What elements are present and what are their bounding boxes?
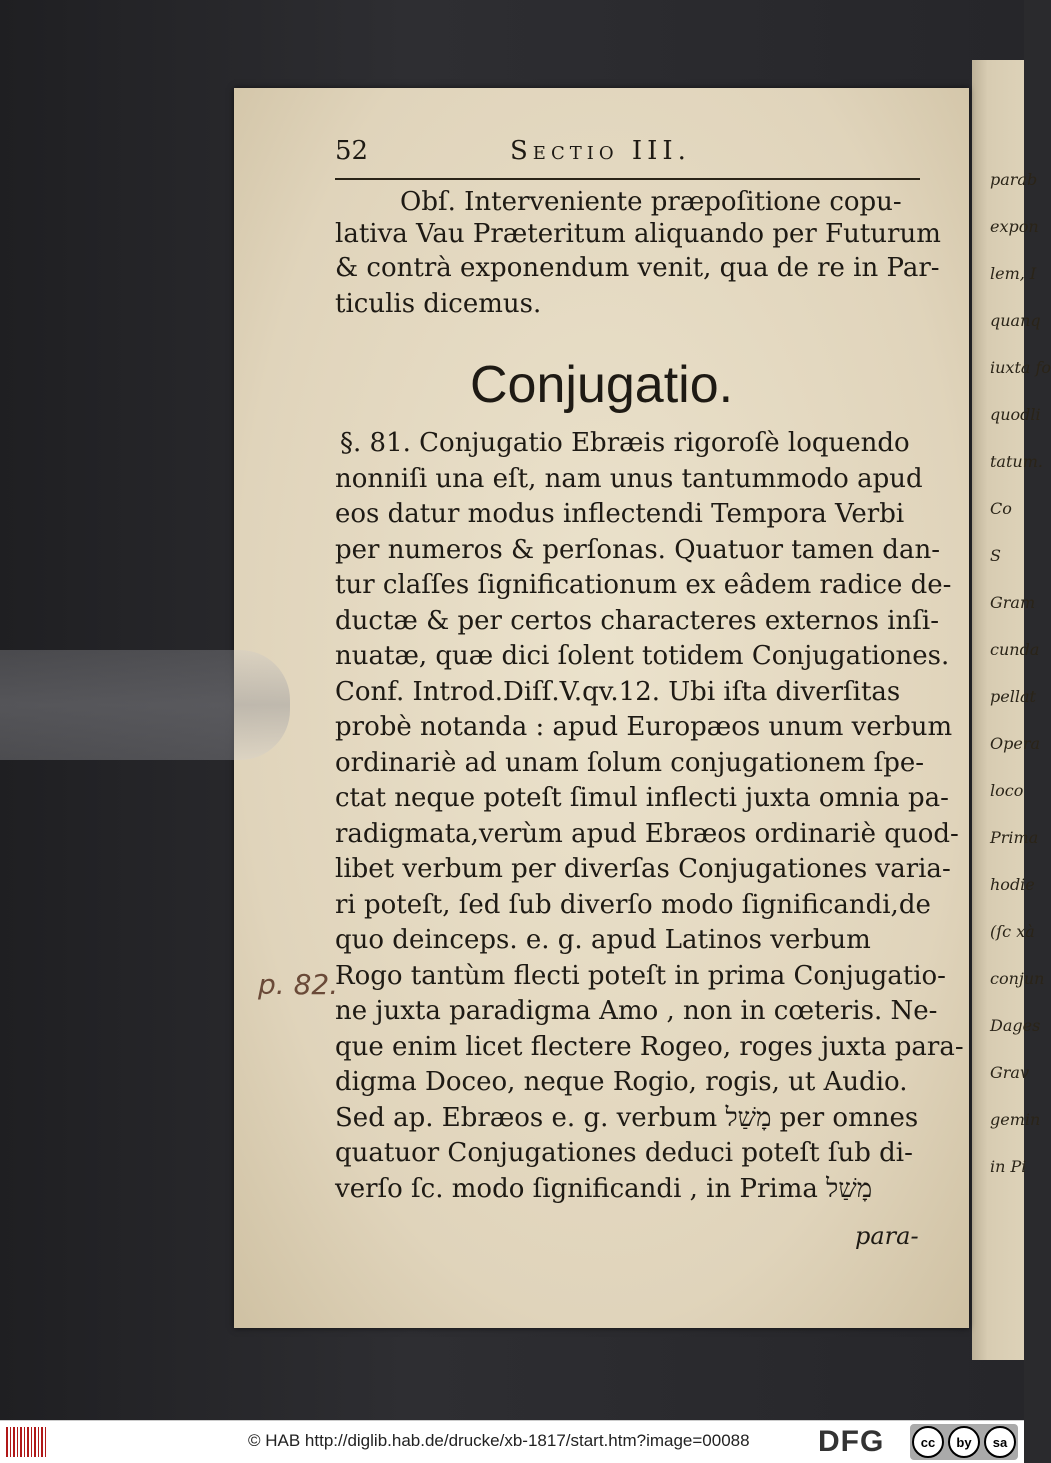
facing-page-fragment: conjun — [990, 969, 1045, 988]
facing-page-fragment: quodli — [990, 405, 1041, 424]
catchword: para- — [855, 1222, 919, 1250]
obs-line: ticulis dicemus. — [335, 289, 542, 319]
body-line: quo deinceps. e. g. apud Latinos verbum — [335, 925, 871, 955]
facing-page-fragment: Co — [990, 499, 1012, 518]
body-line: per numeros & perſonas. Quatuor tamen dan- — [335, 534, 940, 565]
facing-page-edge — [972, 60, 1051, 1360]
facing-page-fragment: Gram — [990, 593, 1036, 612]
sa-icon: sa — [984, 1426, 1016, 1458]
dfg-logo: DFG — [818, 1425, 885, 1458]
body-line: Sed ap. Ebræos e. g. verbum מָשַׁל per omnes — [335, 1102, 919, 1133]
body-line: §. 81. Conjugatio Ebræis rigoroſè loquendo — [340, 428, 910, 458]
facing-page-fragment: quanq — [990, 311, 1041, 330]
body-line: tur claſſes ſignificationum ex eâdem radice de- — [335, 570, 952, 600]
obs-line: & contrà exponendum venit, qua de re in Par- — [335, 253, 940, 283]
cc-icon: cc — [912, 1426, 944, 1458]
body-line: libet verbum per diverſas Conjugationes varia- — [335, 854, 951, 884]
facing-page-fragment: tatum. — [990, 452, 1043, 471]
body-line: que enim licet flectere Rogeo, roges juxta para- — [335, 1031, 964, 1062]
margin-annotation: p. 82. — [258, 968, 339, 1001]
facing-page-fragment: iuxta fo — [990, 358, 1051, 377]
body-line: Rogo tantùm flecti poteſt in prima Conjugatio- — [335, 960, 946, 991]
body-line: nonniſi una eſt, nam unus tantummodo apud — [335, 463, 923, 494]
body-line: ne juxta paradigma Amo , non in cœteris. Ne- — [335, 996, 938, 1026]
body-line: ctat neque poteſt ſimul inflecti juxta omnia pa- — [335, 783, 949, 813]
facing-page-fragment: parab — [990, 170, 1038, 189]
facing-page-fragment: gemin — [990, 1110, 1041, 1129]
body-line: eos datur modus inflectendi Tempora Verbi — [335, 499, 905, 529]
credit-link[interactable]: © HAB http://diglib.hab.de/drucke/xb-1817/start.htm?image=00088 — [248, 1431, 750, 1450]
facing-page-fragment: loco — [990, 781, 1024, 800]
facing-page-fragment: cunda — [990, 640, 1040, 659]
body-line: ductæ & per certos characteres externos inſi- — [335, 605, 939, 636]
body-line: digma Doceo, neque Rogio, rogis, ut Audio. — [335, 1067, 908, 1097]
obs-line: Obſ. Interveniente præpoſitione copu- — [400, 187, 902, 217]
body-line: verſo ſc. modo ſignificandi , in Prima מָשַׁל — [335, 1173, 873, 1204]
body-line: ri poteſt, ſed ſub diverſo modo ſignificandi,de — [335, 889, 931, 920]
by-icon: by — [948, 1426, 980, 1458]
body-line: ordinariè ad unam ſolum conjugationem ſpe- — [335, 747, 925, 778]
body-line: probè notanda : apud Europæos unum verbum — [335, 712, 953, 742]
facing-page-fragment: expon — [990, 217, 1039, 236]
footer-bar — [0, 1420, 1024, 1463]
obs-line: lativa Vau Præteritum aliquando per Futurum — [335, 219, 941, 249]
facing-page-fragment: hodie — [990, 875, 1035, 894]
header-rule — [335, 178, 920, 180]
facing-page-fragment: Opera — [990, 734, 1041, 753]
barcode-icon — [6, 1427, 46, 1457]
facing-page-fragment: lem, I — [990, 264, 1037, 283]
body-line: Conf. Introd.Diſſ.V.qv.12. Ubi iſta diverſitas — [335, 676, 901, 707]
facing-page-fragment: S — [990, 546, 1001, 565]
facing-page-fragment: in Pi — [990, 1157, 1027, 1176]
facing-page-fragment: Prima — [990, 828, 1039, 847]
running-header — [335, 134, 920, 174]
body-line: radigmata,verùm apud Ebræos ordinariè quod- — [335, 818, 959, 849]
facing-page-fragment: Grav — [990, 1063, 1030, 1082]
page-clip — [0, 650, 290, 760]
facing-page-fragment: pellat — [990, 687, 1036, 706]
running-title: Sectio III. — [510, 136, 691, 166]
facing-page-fragment: Dages — [990, 1016, 1041, 1035]
body-line: quatuor Conjugationes deduci poteſt ſub di- — [335, 1138, 913, 1168]
body-line: nuatæ, quæ dici ſolent totidem Conjugationes. — [335, 641, 950, 671]
facing-page-fragment: (ſc xà — [990, 922, 1035, 941]
license-badge[interactable] — [910, 1424, 1018, 1460]
section-heading: Conjugatio. — [470, 356, 734, 414]
page-number: 52 — [335, 136, 369, 166]
